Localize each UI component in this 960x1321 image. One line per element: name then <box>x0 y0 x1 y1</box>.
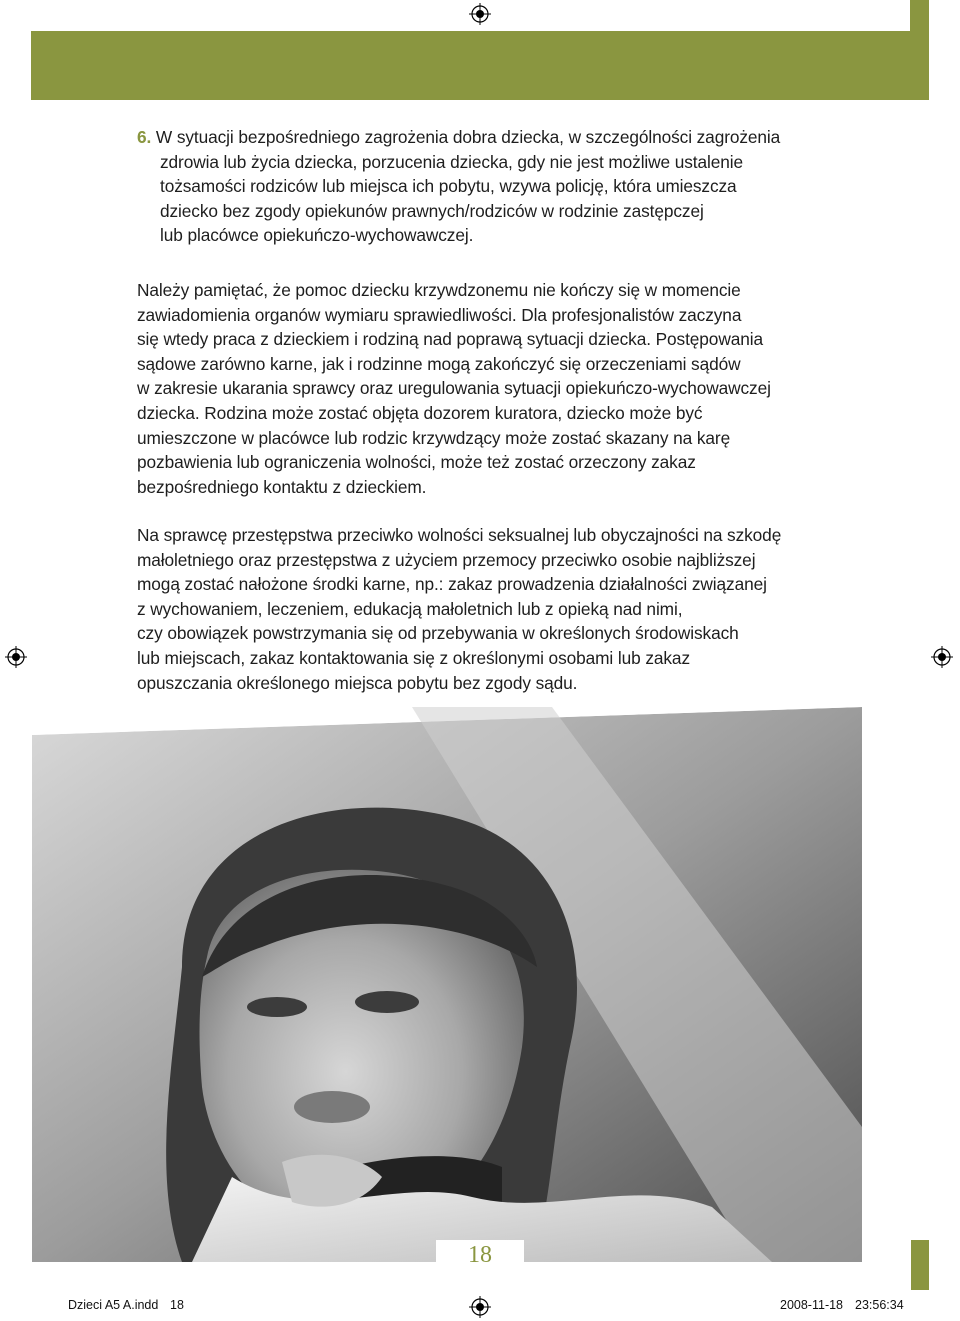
paragraph-line: zawiadomienia organów wymiaru sprawiedliwości. Dla profesjonalistów zaczyna <box>137 304 742 325</box>
page-number-box <box>436 1240 524 1296</box>
paragraph-line: opuszczania określonego miejsca pobytu bez zgody sądu. <box>137 672 578 693</box>
registration-mark-icon <box>5 646 27 668</box>
point-6 <box>137 125 837 248</box>
slug-date: 2008-11-18 <box>780 1298 844 1312</box>
registration-mark-icon <box>931 646 953 668</box>
paragraph-line: z wychowaniem, leczeniem, edukacją małoletnich lub z opieką nad nimi, <box>137 598 683 619</box>
slug-time: 23:56:34 <box>855 1298 904 1312</box>
header-band <box>31 31 929 100</box>
point-text-line: tożsamości rodziców lub miejsca ich pobytu, wzywa policję, która umieszcza <box>160 176 737 197</box>
point-text-line: lub placówce opiekuńczo-wychowawczej. <box>160 225 474 246</box>
paragraph-line: w zakresie ukarania sprawcy oraz uregulowania sytuacji opiekuńczo-wychowawczej <box>137 378 771 399</box>
paragraph-line: sądowe zarówno karne, jak i rodzinne mogą zakończyć się orzeczeniami sądów <box>137 353 741 374</box>
footer-band-tab <box>911 1240 929 1290</box>
paragraph-line: dziecka. Rodzina może zostać objęta dozorem kuratora, dziecko może być <box>137 402 703 423</box>
paragraph-line: bezpośredniego kontaktu z dzieckiem. <box>137 476 427 497</box>
paragraph-line: Na sprawcę przestępstwa przeciwko wolności seksualnej lub obyczajności na szkodę <box>137 525 782 545</box>
paragraph-line: lub miejscach, zakaz kontaktowania się z określonymi osobami lub zakaz <box>137 647 690 668</box>
paragraph-line: małoletniego oraz przestępstwa z użyciem przemocy przeciwko osobie najbliższej <box>137 549 756 570</box>
registration-mark-icon <box>469 3 491 25</box>
paragraph-line: Należy pamiętać, że pomoc dziecku krzywdzonemu nie kończy się w momencie <box>137 280 741 300</box>
point-text-line: zdrowia lub życia dziecka, porzucenia dziecka, gdy nie jest możliwe ustalenie <box>160 151 744 172</box>
child-photo <box>32 707 862 1262</box>
point-text-line: dziecko bez zgody opiekunów prawnych/rodziców w rodzinie zastępczej <box>160 200 704 221</box>
registration-mark-icon <box>469 1296 491 1318</box>
slug-file-name: Dzieci A5 A.indd <box>68 1298 159 1312</box>
paragraph-line: pozbawienia lub ograniczenia wolności, może też zostać orzeczony zakaz <box>137 452 696 473</box>
point-text-line: W sytuacji bezpośredniego zagrożenia dobra dziecka, w szczególności zagrożenia <box>155 127 781 147</box>
paragraph-line: umieszczone w placówce lub rodzic krzywdzący może zostać skazany na karę <box>137 427 731 448</box>
point-number: 6. <box>137 127 152 147</box>
paragraph-1 <box>137 278 837 499</box>
paragraph-line: mogą zostać nałożone środki karne, np.: zakaz prowadzenia działalności związanej <box>137 574 767 595</box>
slug-page: 18 <box>170 1298 184 1312</box>
paragraph-line: czy obowiązek powstrzymania się od przebywania w określonych środowiskach <box>137 623 739 644</box>
header-band-tab-right <box>910 0 929 31</box>
page-number: 18 <box>468 1242 492 1268</box>
paragraph-2 <box>137 523 837 695</box>
paragraph-line: się wtedy praca z dzieckiem i rodziną nad poprawą sytuacji dziecka. Postępowania <box>137 329 763 350</box>
